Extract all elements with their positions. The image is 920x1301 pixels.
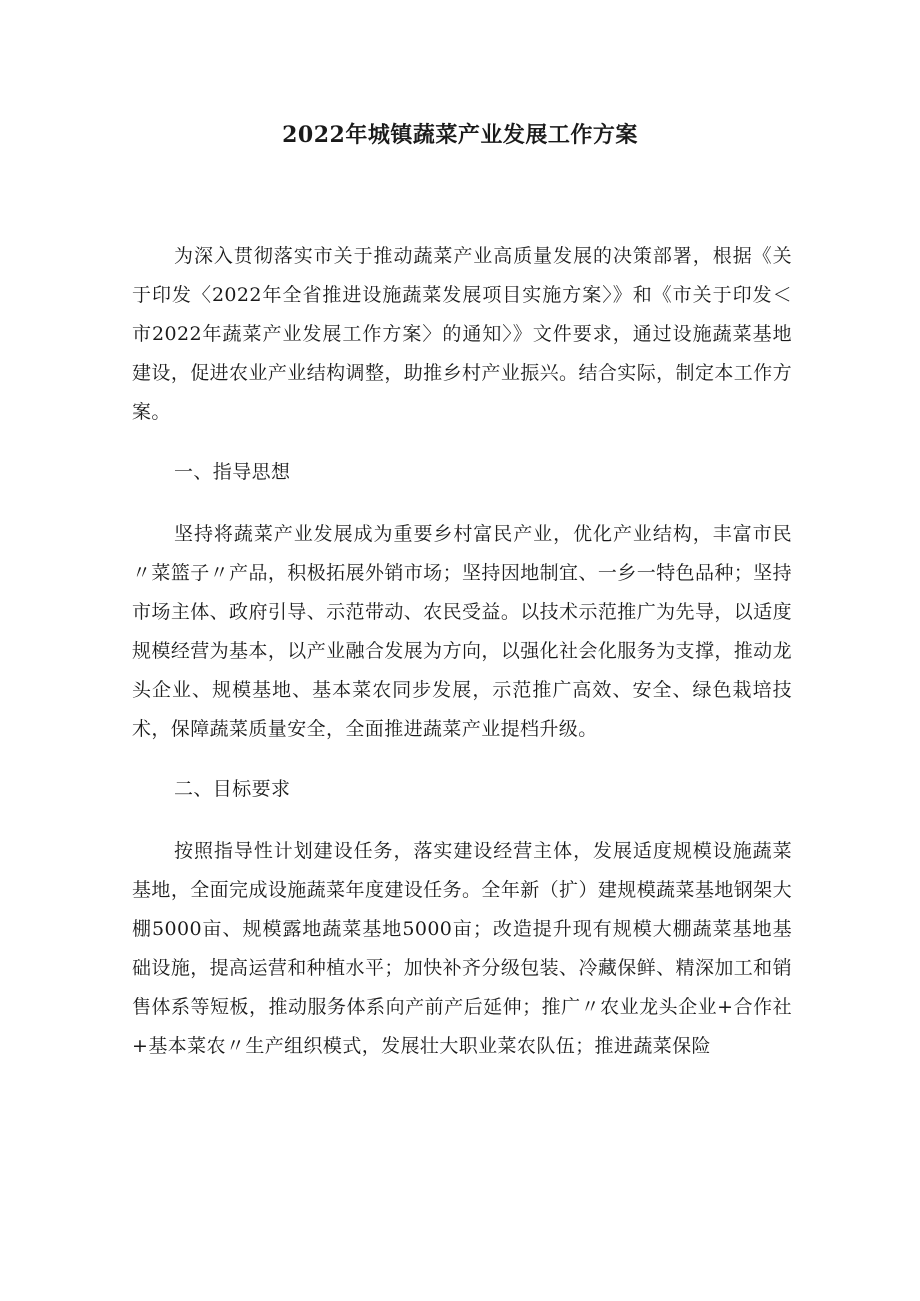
section-heading-guiding-ideology: 一、指导思想 — [174, 461, 291, 483]
intro-paragraph: 为深入贯彻落实市关于推动蔬菜产业高质量发展的决策部署，根据《关于印发〈2022年全省推进设施蔬菜发展项目实施方案〉》和《市关于印发＜市2022年蔬菜产业发展工作方案〉的通知〉》文件要求，通过设施蔬菜基地建设，促进农业产业结构调整，助推乡村产业振兴。结合实际，制定本工作方案。 — [132, 245, 792, 423]
section-paragraph-guiding-ideology: 坚持将蔬菜产业发展成为重要乡村富民产业，优化产业结构，丰富市民〃菜篮子〃产品，积极拓展外销市场；坚持因地制宜、一乡一特色品种；坚持市场主体、政府引导、示范带动、农民受益。以技术示范推广为先导，以适度规模经营为基本，以产业融合发展为方向，以强化社会化服务为支撑，推动龙头企业、规模基地、基本菜农同步发展，示范推广高效、安全、绿色栽培技术，保障蔬菜质量安全，全面推进蔬菜产业提档升级。 — [132, 523, 792, 740]
section-paragraph-goals: 按照指导性计划建设任务，落实建设经营主体，发展适度规模设施蔬菜基地，全面完成设施蔬菜年度建设任务。全年新（扩）建规模蔬菜基地钢架大棚5000亩、规模露地蔬菜基地5000亩；改造提升现有规模大棚蔬菜基地基础设施，提高运营和种植水平；加快补齐分级包装、冷藏保鲜、精深加工和销售体系等短板，推动服务体系向产前产后延伸；推广〃农业龙头企业+合作社+基本菜农〃生产组织模式，发展壮大职业菜农队伍；推进蔬菜保险 — [132, 840, 792, 1057]
document-body — [132, 237, 792, 1066]
document-title: 2022年城镇蔬菜产业发展工作方案 — [282, 122, 638, 148]
section-heading-goals: 二、目标要求 — [174, 778, 291, 800]
